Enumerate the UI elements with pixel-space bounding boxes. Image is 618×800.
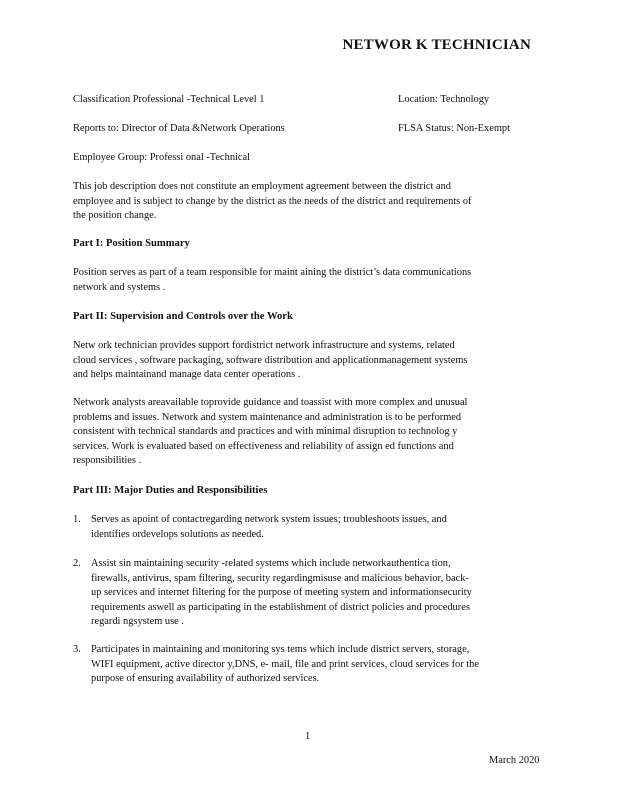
part1-line: Position serves as part of a team responsible for maint aining the district’s data communications: [73, 267, 472, 278]
duty-line: requirements aswell as participating in the establishment of district policies and procedures: [91, 601, 470, 613]
flsa-status-text: FLSA Status: Non-Exempt: [398, 123, 510, 134]
duty-line: Assist sin maintaining security -related systems which include networkauthentica tion,: [91, 558, 451, 569]
duty-line: identifies ordevelops solutions as needed.: [91, 528, 264, 540]
disclaimer-paragraph: [73, 180, 543, 224]
document-date: March 2020: [489, 755, 540, 766]
duty-item-2: [91, 557, 543, 630]
disclaimer-line: the position change.: [73, 210, 157, 221]
duty-number: 3.: [73, 644, 81, 655]
duty-item-3: [91, 643, 543, 687]
part2-para2-line: services. Work is evaluated based on effectiveness and reliability of assign ed functions and: [73, 440, 454, 452]
part2-para1-line: Netw ork technician provides support fordistrict network infrastructure and systems, related: [73, 340, 455, 351]
reports-to-text: Reports to: Director of Data &Network Operations: [73, 123, 285, 134]
duty-line: Participates in maintaining and monitoring sys tems which include district servers, storage,: [91, 644, 470, 655]
disclaimer-line: This job description does not constitute an employment agreement between the district and: [73, 181, 452, 192]
duty-line: regardi ngsystem use .: [91, 616, 184, 627]
disclaimer-line: employee and is subject to change by the district as the needs of the district and requirements of: [73, 195, 472, 207]
duty-number: 1.: [73, 514, 81, 525]
part2-para2-line: problems and issues. Network and system maintenance and administration is to be performed: [73, 411, 462, 423]
duty-line: up services and internet filtering for the purpose of meeting system and informationsecurity: [91, 587, 472, 598]
part2-heading: Part II: Supervision and Controls over the Work: [73, 311, 293, 322]
part1-heading: Part I: Position Summary: [73, 238, 190, 249]
page-number: 1: [305, 731, 311, 742]
part2-para2-line: Network analysts areavailable toprovide guidance and toassist with more complex and unusual: [73, 397, 468, 408]
employee-group-text: Employee Group: Professi onal -Technical: [73, 152, 251, 163]
classification-text: Classification Professional -Technical Level 1: [73, 94, 265, 105]
location-text: Location: Technology: [398, 94, 490, 105]
part2-para2-line: consistent with technical standards and practices and with minimal disruption to technolog y: [73, 426, 458, 437]
part3-heading: Part III: Major Duties and Responsibilities: [73, 485, 268, 496]
duty-line: Serves as apoint of contactregarding network system issues; troubleshoots issues, and: [91, 514, 447, 525]
part2-para1-line: cloud services , software packaging, software distribution and applicationmanagement systems: [73, 354, 468, 366]
part2-paragraph-1: [73, 339, 543, 383]
duty-line: purpose of ensuring availability of authorized services.: [91, 673, 320, 684]
duty-number: 2.: [73, 558, 81, 569]
part1-paragraph: [73, 266, 543, 295]
part2-paragraph-2: [73, 396, 543, 469]
part2-para2-line: responsibilities .: [73, 455, 142, 466]
duty-item-1: [91, 513, 543, 542]
part1-line: network and systems .: [73, 281, 166, 293]
document-title: NETWOR K TECHNICIAN: [342, 37, 531, 53]
duty-line: firewalls, antivirus, spam filtering, security regardingmisuse and malicious behavior, back-: [91, 572, 469, 584]
duty-line: WIFI equipment, active director y,DNS, e- mail, file and print services, cloud services for the: [91, 658, 479, 670]
part2-para1-line: and helps maintainand manage data center operations .: [73, 369, 301, 380]
